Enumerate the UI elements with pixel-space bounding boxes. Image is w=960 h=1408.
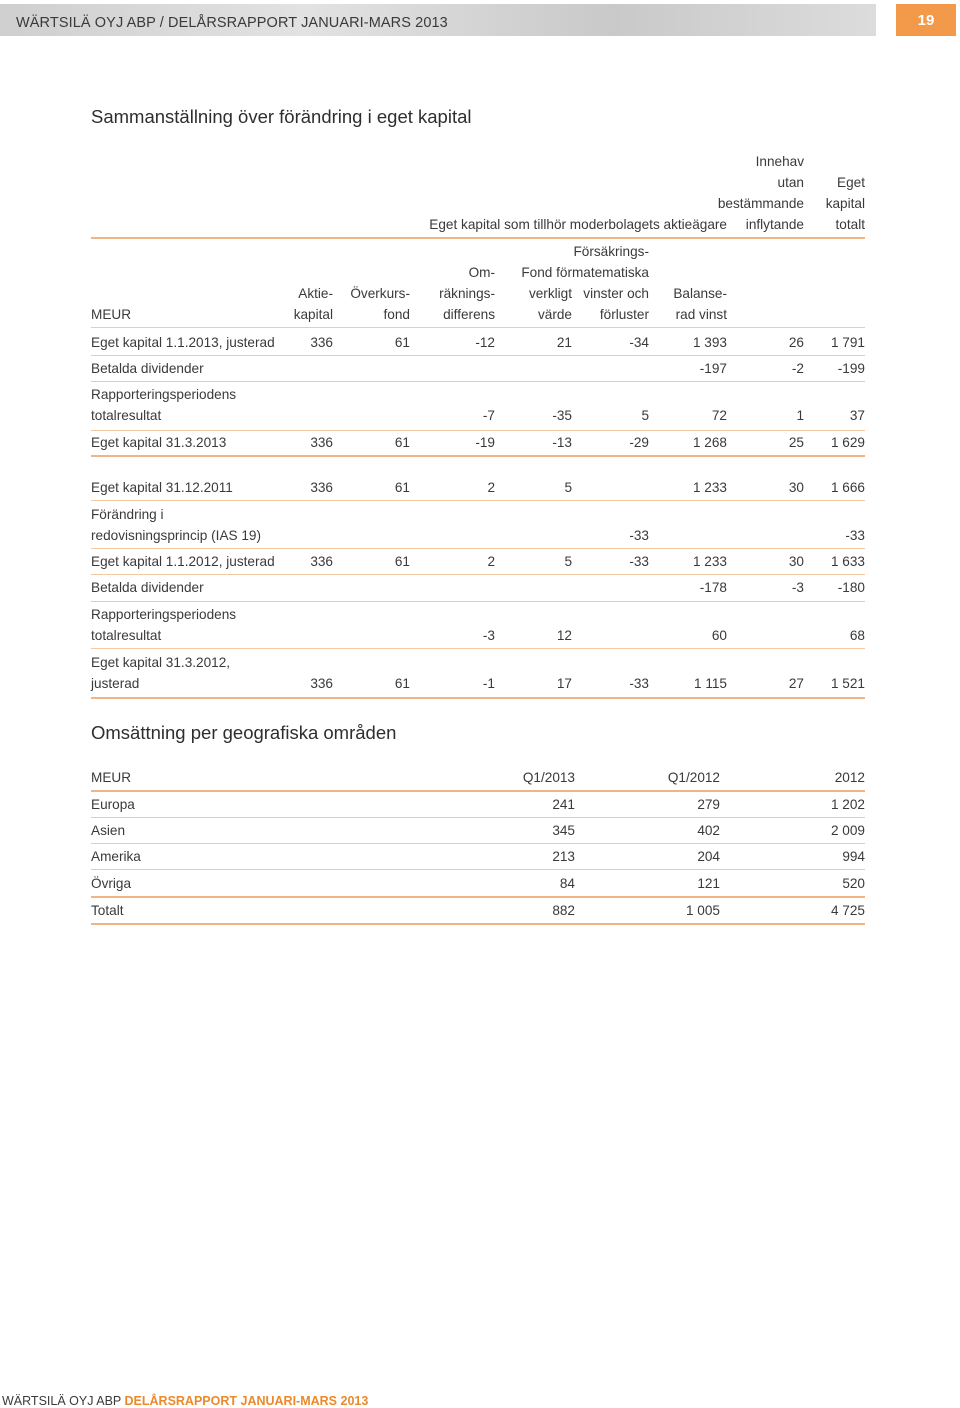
equity-row-label: Eget kapital 31.3.2013 (91, 435, 227, 450)
geo-value: 994 (842, 849, 865, 864)
equity-value: 61 (394, 676, 410, 691)
geo-value: 882 (552, 903, 575, 918)
minority-header-line: inflytande (745, 217, 804, 232)
column-header-share-capital: Aktie- (298, 286, 333, 301)
equity-value: 336 (310, 554, 333, 569)
equity-value: -2 (791, 361, 804, 376)
equity-row-label: Eget kapital 1.1.2013, justerad (91, 335, 275, 350)
geo-region-label: Övriga (91, 876, 132, 891)
equity-row-label: Betalda dividender (91, 361, 204, 376)
equity-value: 1 629 (830, 435, 865, 450)
equity-value: -180 (837, 580, 865, 595)
row-divider (91, 574, 865, 575)
equity-value: 2 (487, 554, 495, 569)
geo-region-label: Amerika (91, 849, 141, 864)
equity-value: 1 (796, 408, 804, 423)
page-footer (2, 1394, 368, 1408)
equity-value: -197 (699, 361, 727, 376)
minority-header-line: utan (777, 175, 804, 190)
row-divider (91, 430, 865, 431)
equity-value: 21 (556, 335, 572, 350)
equity-value: 30 (788, 554, 804, 569)
equity-row-label: Eget kapital 31.3.2012, (91, 655, 231, 670)
equity-value: 1 521 (830, 676, 865, 691)
column-header-share-capital: kapital (293, 307, 333, 322)
row-divider (91, 381, 865, 382)
geo-value: 520 (842, 876, 865, 891)
column-header-premium-fund: fond (383, 307, 410, 322)
equity-value: 61 (394, 480, 410, 495)
geo-row-divider (91, 869, 865, 870)
equity-value: 1 666 (830, 480, 865, 495)
equity-value: -33 (629, 528, 649, 543)
equity-value: 5 (564, 554, 572, 569)
geo-section-title: Omsättning per geografiska områden (91, 722, 397, 743)
equity-value: -199 (837, 361, 865, 376)
geo-period-header: Q1/2012 (667, 770, 720, 785)
geo-row-divider (91, 843, 865, 844)
equity-row-label: justerad (91, 676, 140, 691)
geo-value: 4 725 (830, 903, 865, 918)
equity-value: 336 (310, 435, 333, 450)
equity-value: 336 (310, 480, 333, 495)
column-header-retained: rad vinst (675, 307, 727, 322)
geo-header-rule (91, 790, 865, 792)
geo-value: 84 (559, 876, 575, 891)
geo-region-label: Asien (91, 823, 126, 838)
geo-period-header: Q1/2013 (522, 770, 575, 785)
equity-value: -7 (482, 408, 495, 423)
geo-value: 241 (552, 797, 575, 812)
equity-value: 26 (788, 335, 804, 350)
equity-value: 2 (487, 480, 495, 495)
equity-value: 12 (556, 628, 572, 643)
header-bar (0, 4, 876, 36)
geo-region-label: Europa (91, 797, 135, 812)
total-header-line: kapital (825, 196, 865, 211)
column-header-actuarial: vinster och (583, 286, 649, 301)
group-header-rule (91, 237, 865, 239)
geo-total-rule (91, 923, 865, 925)
column-header-fair-value: värde (537, 307, 572, 322)
geo-value: 345 (552, 823, 575, 838)
footer-company: WÄRTSILÄ OYJ ABP (2, 1394, 122, 1408)
column-header-retained: Balanse- (673, 286, 727, 301)
geo-period-header: 2012 (834, 770, 865, 785)
row-divider (91, 648, 865, 649)
column-header-actuarial: förluster (599, 307, 649, 322)
geo-region-label: Totalt (91, 903, 124, 918)
equity-value: 1 393 (692, 335, 727, 350)
row-divider (91, 355, 865, 356)
equity-value: 1 233 (692, 554, 727, 569)
equity-value: -33 (629, 676, 649, 691)
equity-value: 1 115 (693, 676, 727, 691)
row-divider (91, 548, 865, 549)
minority-header-line: bestämmande (717, 196, 804, 211)
geo-value: 1 005 (685, 903, 720, 918)
equity-row-label: Rapporteringsperiodens (91, 607, 237, 622)
column-header-translation: Om- (468, 265, 495, 280)
equity-value: -13 (552, 435, 572, 450)
equity-row-label: totalresultat (91, 628, 162, 643)
equity-row-label: Betalda dividender (91, 580, 204, 595)
equity-value: 30 (788, 480, 804, 495)
column-header-actuarial: Försäkrings- (573, 244, 649, 259)
equity-value: -33 (629, 554, 649, 569)
equity-value: 72 (711, 408, 727, 423)
row-divider (91, 500, 865, 501)
equity-value: -12 (475, 335, 495, 350)
equity-value: -29 (629, 435, 649, 450)
geo-value: 204 (697, 849, 720, 864)
total-row-rule (91, 697, 865, 699)
geo-row-divider (91, 817, 865, 818)
equity-value: -33 (845, 528, 865, 543)
footer-report-title: DELÅRSRAPPORT JANUARI-MARS 2013 (124, 1394, 369, 1408)
meur-header: MEUR (91, 307, 132, 322)
geo-meur-header: MEUR (91, 770, 132, 785)
equity-row-label: Eget kapital 31.12.2011 (91, 480, 233, 495)
equity-value: -19 (475, 435, 495, 450)
equity-value: 61 (394, 435, 410, 450)
equity-value: 61 (394, 554, 410, 569)
geo-value: 279 (697, 797, 720, 812)
minority-header-line: Innehav (755, 154, 804, 169)
equity-value: 1 233 (692, 480, 727, 495)
equity-section-title: Sammanställning över förändring i eget kapital (91, 106, 472, 127)
equity-row-label: Förändring i (91, 507, 164, 522)
equity-value: -3 (482, 628, 495, 643)
equity-row-label: Eget kapital 1.1.2012, justerad (91, 554, 275, 569)
column-header-fair-value: Fond för (521, 265, 572, 280)
equity-value: 17 (556, 676, 572, 691)
equity-value: 60 (711, 628, 727, 643)
equity-value: -34 (629, 335, 649, 350)
equity-value: 336 (310, 335, 333, 350)
column-header-translation: differens (443, 307, 495, 322)
geo-value: 2 009 (830, 823, 865, 838)
total-row-rule (91, 455, 865, 457)
equity-value: 25 (788, 435, 804, 450)
equity-value: 5 (564, 480, 572, 495)
row-divider (91, 601, 865, 602)
column-header-premium-fund: Överkurs- (350, 286, 410, 301)
equity-value: -1 (482, 676, 495, 691)
equity-row-label: redovisningsprincip (IAS 19) (91, 528, 262, 543)
column-header-rule (91, 327, 865, 328)
page-number-badge: 19 (896, 4, 956, 36)
equity-value: 1 268 (692, 435, 727, 450)
equity-value: -35 (552, 408, 572, 423)
geo-value: 1 202 (830, 797, 865, 812)
equity-value: 1 791 (830, 335, 865, 350)
column-header-fair-value: verkligt (528, 286, 572, 301)
geo-row-divider (91, 896, 865, 898)
equity-row-label: totalresultat (91, 408, 162, 423)
report-header-title: WÄRTSILÄ OYJ ABP / DELÅRSRAPPORT JANUARI-MARS 2013 (16, 15, 448, 31)
column-header-actuarial: matematiska (571, 265, 649, 280)
equity-value: 61 (394, 335, 410, 350)
geo-value: 121 (697, 876, 720, 891)
geo-value: 402 (697, 823, 720, 838)
total-header-line: totalt (835, 217, 865, 232)
equity-value: 37 (849, 408, 865, 423)
parent-equity-header: Eget kapital som tillhör moderbolagets aktieägare (429, 217, 727, 232)
equity-value: 1 633 (830, 554, 865, 569)
equity-value: 336 (310, 676, 333, 691)
equity-value: -3 (791, 580, 804, 595)
column-header-translation: räknings- (439, 286, 495, 301)
equity-value: -178 (699, 580, 727, 595)
geo-value: 213 (552, 849, 575, 864)
total-header-line: Eget (837, 175, 865, 190)
equity-value: 27 (788, 676, 804, 691)
equity-value: 5 (641, 408, 649, 423)
equity-row-label: Rapporteringsperiodens (91, 387, 237, 402)
equity-value: 68 (849, 628, 865, 643)
